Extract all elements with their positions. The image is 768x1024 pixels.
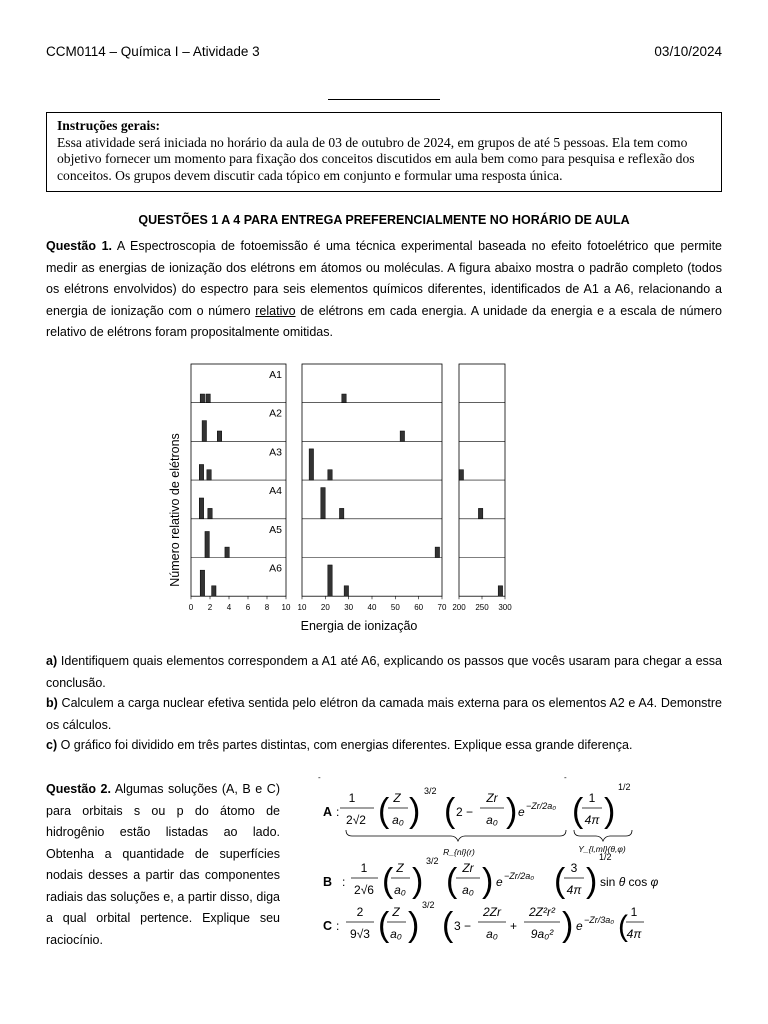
question-1b-label: b)	[46, 696, 58, 710]
svg-text:1/2: 1/2	[618, 782, 631, 792]
svg-text:−Zr/3a₀: −Zr/3a₀	[584, 915, 615, 925]
svg-text:Z: Z	[392, 905, 400, 919]
question-1	[46, 236, 722, 344]
svg-text:): )	[586, 862, 598, 900]
equation-b	[342, 852, 659, 900]
chart-tick-label: 30	[344, 603, 354, 613]
svg-text:): )	[482, 862, 494, 900]
equation-b-label: B	[323, 875, 333, 889]
svg-text:a₀: a₀	[486, 813, 498, 827]
chart-tick-label: 10	[297, 603, 307, 613]
wavefunction-equations	[296, 772, 659, 960]
chart-peak-a3	[199, 464, 203, 480]
instructions-box	[46, 112, 722, 192]
svg-text:a₀: a₀	[390, 927, 402, 941]
chart-peak-a2	[400, 431, 404, 441]
equation-a	[336, 782, 632, 857]
svg-text:(: (	[382, 862, 394, 900]
svg-text:): )	[562, 906, 574, 944]
course-title: CCM0114 – Química I – Atividade 3	[46, 44, 260, 59]
chart-row-label-a5: A5	[269, 523, 282, 536]
svg-text:sin θ cos φ: sin θ cos φ	[600, 875, 659, 889]
question-2-text: Algumas soluções (A, B e C) para orbitais s ou p do átomo de hidrogênio estão listadas ao lado. Obtenha a quantidade de superfícies nodais desses a partir das componentes radiais das soluções e, a partir disso, diga a qual orbital pertence. Explique seu raciocínio.	[46, 782, 280, 947]
title-rule	[328, 99, 440, 100]
svg-text:4π: 4π	[626, 927, 642, 941]
chart-peak-a3	[328, 470, 332, 480]
question-1-label: Questão 1.	[46, 239, 112, 253]
question-2	[46, 779, 280, 951]
chart-peak-a6	[498, 586, 502, 596]
svg-text:2 −: 2 −	[456, 805, 474, 819]
equation-c	[336, 900, 644, 944]
angular-brace-label: Y_{l,ml}(θ,φ)	[578, 844, 626, 854]
svg-text:3 −: 3 −	[454, 919, 472, 933]
svg-text:(: (	[618, 910, 628, 943]
chart-tick-label: 40	[367, 603, 377, 613]
svg-text:4π: 4π	[584, 813, 600, 827]
svg-text:2: 2	[356, 905, 364, 919]
svg-text:3/2: 3/2	[422, 900, 435, 910]
svg-text::: :	[336, 805, 340, 819]
chart-ylabel: Número relativo de elétrons	[168, 433, 182, 587]
svg-text:Zr: Zr	[486, 791, 498, 805]
chart-tick-label: 2	[207, 603, 213, 613]
svg-text:): )	[506, 792, 518, 830]
svg-text::: :	[336, 919, 340, 933]
svg-text:3/2: 3/2	[426, 856, 439, 866]
chart-peak-a5	[435, 547, 439, 557]
chart-tick-label: 200	[452, 603, 466, 613]
question-1c-label: c)	[46, 738, 58, 752]
chart-tick-label: 250	[475, 603, 489, 613]
chart-tick-label: 10	[281, 603, 291, 613]
svg-text:(: (	[446, 862, 458, 900]
question-1a-text: Identifiquem quais elementos correspondem a A1 até A6, explicando os passos que vocês usaram para chegar a essa conclusão.	[46, 654, 722, 690]
svg-text:9a₀²: 9a₀²	[530, 927, 554, 941]
chart-peak-a5	[225, 547, 229, 557]
svg-text:e: e	[518, 805, 525, 819]
chart-peak-a4	[321, 488, 325, 519]
svg-text:-: -	[564, 773, 567, 782]
svg-text:e: e	[496, 875, 503, 889]
radial-brace-label: R_{nl}(r)	[443, 847, 475, 857]
chart-peak-a4	[339, 508, 343, 518]
chart-tick-label: 8	[264, 603, 270, 613]
chart-tick-label: 4	[226, 603, 232, 613]
chart-row-label-a6: A6	[269, 562, 282, 575]
section-title: QUESTÕES 1 A 4 PARA ENTREGA PREFERENCIALMENTE NO HORÁRIO DE AULA	[138, 213, 630, 227]
equation-a-label: A	[323, 805, 333, 819]
svg-text:): )	[604, 792, 616, 830]
chart-tick-label: 6	[245, 603, 251, 613]
svg-text:a₀: a₀	[392, 813, 404, 827]
question-1b-text: Calculem a carga nuclear efetiva sentida pelo elétron da camada mais externa para os elementos A2 e A4. Demonstre os cálculos.	[46, 696, 722, 732]
svg-text:2√6: 2√6	[354, 883, 374, 897]
chart-tick-label: 70	[437, 603, 447, 613]
svg-text:−Zr/2a₀: −Zr/2a₀	[504, 871, 535, 881]
svg-text:3: 3	[570, 861, 578, 875]
svg-text:(: (	[378, 906, 390, 944]
question-1a	[46, 651, 722, 694]
chart-peak-a1	[342, 394, 346, 403]
svg-text:Zr: Zr	[462, 861, 474, 875]
chart-peak-a6	[212, 586, 216, 596]
chart-peak-a4	[199, 498, 203, 519]
svg-text:9√3: 9√3	[350, 927, 370, 941]
instructions-title: Instruções gerais:	[57, 118, 161, 133]
chart-peak-a1	[200, 394, 204, 403]
chart-peak-a3	[309, 449, 313, 480]
svg-text:1: 1	[630, 905, 638, 919]
svg-text:Z: Z	[393, 791, 401, 805]
chart-peak-a6	[328, 565, 332, 596]
chart-peak-a6	[344, 586, 348, 596]
chart-row-label-a2: A2	[269, 407, 282, 420]
instructions-text: Essa atividade será iniciada no horário da aula de 03 de outubro de 2024, em grupos de até 5 pessoas. Ela tem como objetivo fornecer um momento para fixação dos conceitos discutidos em aula bem como para pesquisa e reflexão dos conceitos. Os grupos devem discutir cada tópico em conjunto e formular uma resposta única.	[57, 134, 695, 183]
svg-text:(: (	[444, 792, 456, 830]
question-1a-label: a)	[46, 654, 58, 668]
svg-text:-: -	[318, 773, 321, 782]
question-1-text-after: de elétrons em cada energia. A unidade da energia e a escala de número relativo de elétrons foram propositalmente omitidas.	[46, 303, 722, 339]
svg-text:2Z²r²: 2Z²r²	[529, 905, 555, 919]
question-1c	[46, 735, 722, 757]
svg-text:): )	[409, 792, 421, 830]
chart-xlabel: Energia de ionização	[300, 619, 418, 633]
pes-chart	[160, 360, 520, 640]
svg-text:(: (	[572, 792, 584, 830]
chart-peak-a2	[202, 421, 206, 442]
chart-row-label-a4: A4	[269, 485, 282, 498]
svg-text:Z: Z	[396, 861, 404, 875]
chart-tick-label: 300	[498, 603, 512, 613]
chart-peak-a6	[200, 570, 204, 596]
chart-peak-a1	[206, 394, 210, 403]
svg-text:a₀: a₀	[462, 883, 474, 897]
svg-text:1: 1	[348, 791, 356, 805]
question-1b	[46, 693, 722, 736]
chart-peak-a5	[205, 531, 209, 557]
document-date: 03/10/2024	[654, 44, 722, 59]
equation-c-label: C	[323, 919, 333, 933]
svg-text:): )	[408, 906, 420, 944]
svg-text:2√2: 2√2	[346, 813, 366, 827]
chart-tick-label: 0	[188, 603, 194, 613]
svg-text:(: (	[554, 862, 566, 900]
svg-text:1/2: 1/2	[599, 852, 612, 862]
svg-text:1: 1	[360, 861, 368, 875]
chart-tick-label: 60	[414, 603, 424, 613]
svg-text:): )	[412, 862, 424, 900]
chart-peak-a2	[217, 431, 221, 441]
svg-text::: :	[342, 875, 346, 889]
svg-text:a₀: a₀	[394, 883, 406, 897]
svg-text:2Zr: 2Zr	[483, 905, 501, 919]
svg-text:4π: 4π	[566, 883, 582, 897]
svg-text:(: (	[378, 792, 390, 830]
svg-text:e: e	[576, 919, 583, 933]
svg-text:−Zr/2a₀: −Zr/2a₀	[526, 801, 557, 811]
svg-text:+: +	[510, 919, 518, 933]
question-1-underlined: relativo	[255, 303, 296, 318]
chart-peak-a3	[207, 470, 211, 480]
chart-peak-a4	[208, 508, 212, 518]
chart-tick-label: 50	[390, 603, 400, 613]
chart-tick-label: 20	[320, 603, 330, 613]
svg-text:3/2: 3/2	[424, 786, 437, 796]
chart-row-label-a1: A1	[269, 369, 282, 381]
svg-text:(: (	[442, 906, 454, 944]
svg-text:a₀: a₀	[486, 927, 498, 941]
svg-text:1: 1	[588, 791, 596, 805]
question-2-label: Questão 2.	[46, 782, 111, 796]
chart-row-label-a3: A3	[269, 446, 282, 459]
chart-peak-a3	[459, 470, 463, 480]
chart-peak-a4	[478, 508, 482, 518]
question-1-text-before: A Espectroscopia de fotoemissão é uma técnica experimental baseada no efeito fotoelétrico que permite medir as energias de ionização dos elétrons em átomos ou moléculas. A figura abaixo mostra o padrão completo (todos os elétrons envolvidos) do espectro para seis elementos químicos diferentes, identificados de A1 a A6, relacionando a energia de ionização com o número	[46, 239, 722, 318]
question-1c-text: O gráfico foi dividido em três partes distintas, com energias diferentes. Explique essa grande diferença.	[57, 738, 633, 752]
